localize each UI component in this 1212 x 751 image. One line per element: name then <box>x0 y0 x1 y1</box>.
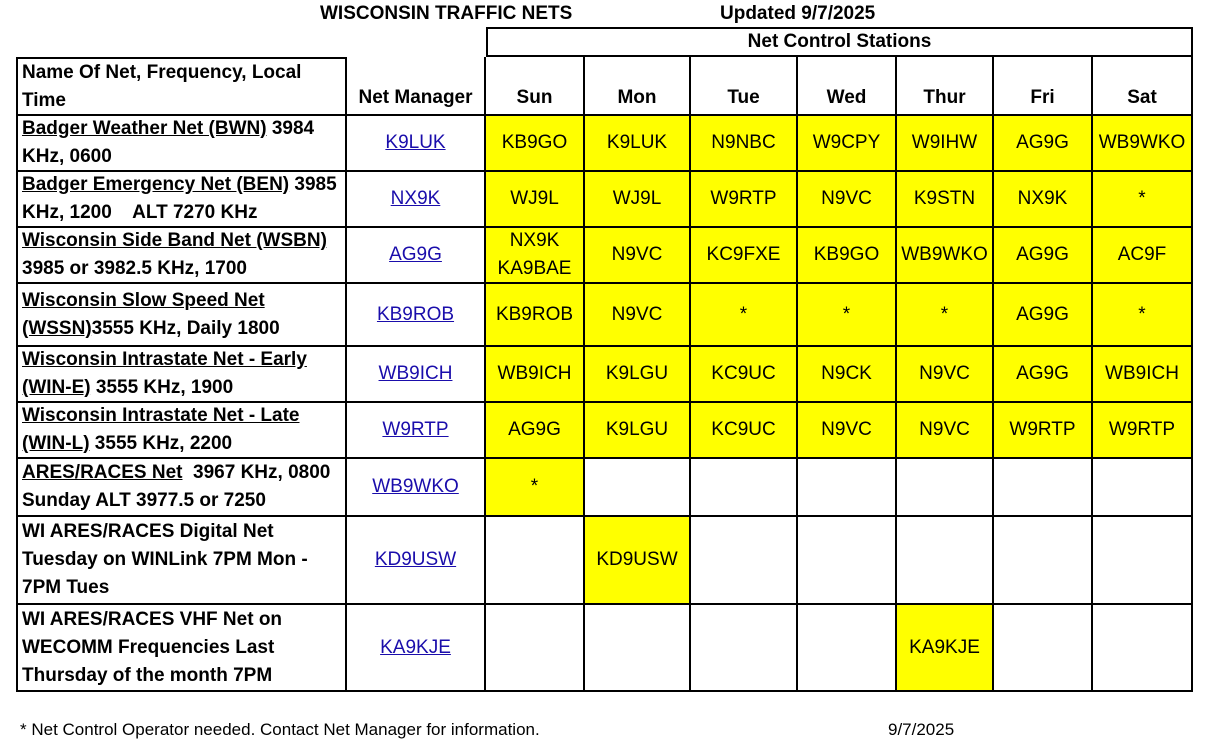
net-manager <box>347 116 486 172</box>
station-cell <box>585 605 691 692</box>
header-sat: Sat <box>1093 57 1193 116</box>
net-name: WI ARES/RACES Digital Net Tuesday on WINLink 7PM Mon - 7PM Tues <box>16 517 347 605</box>
station-cell: WB9ICH <box>1093 347 1193 403</box>
station-cell: N9VC <box>585 284 691 347</box>
station-cell: KB9ROB <box>486 284 585 347</box>
station-cell <box>897 459 994 517</box>
station-cell <box>798 605 897 692</box>
net-name: Wisconsin Side Band Net (WSBN) 3985 or 3982.5 KHz, 1700 <box>16 228 347 284</box>
station-cell: AG9G <box>994 116 1093 172</box>
header-name: Name Of Net, Frequency, Local Time <box>16 57 347 116</box>
station-cell: AG9G <box>994 347 1093 403</box>
station-cell: NX9K KA9BAE <box>486 228 585 284</box>
station-cell: AC9F <box>1093 228 1193 284</box>
net-manager-link[interactable]: WB9WKO <box>372 476 459 497</box>
station-cell: * <box>897 284 994 347</box>
station-cell: KA9KJE <box>897 605 994 692</box>
station-cell <box>1093 459 1193 517</box>
net-manager-link[interactable]: W9RTP <box>382 419 449 440</box>
station-cell: N9VC <box>585 228 691 284</box>
updated-date: Updated 9/7/2025 <box>720 3 876 24</box>
station-cell: WB9WKO <box>1093 116 1193 172</box>
net-manager-link[interactable]: K9LUK <box>385 132 446 153</box>
station-cell <box>994 605 1093 692</box>
station-cell: AG9G <box>994 284 1093 347</box>
station-cell <box>691 605 798 692</box>
net-manager <box>347 459 486 517</box>
station-cell <box>994 459 1093 517</box>
station-cell: K9STN <box>897 172 994 228</box>
footer-note: * Net Control Operator needed. Contact Net Manager for information. <box>20 720 540 739</box>
page-title: WISCONSIN TRAFFIC NETS <box>320 3 573 24</box>
net-name: Wisconsin Slow Speed Net (WSSN)3555 KHz, Daily 1800 <box>16 284 347 347</box>
station-cell: KC9UC <box>691 403 798 459</box>
net-manager <box>347 172 486 228</box>
header-sun: Sun <box>486 57 585 116</box>
station-cell: N9NBC <box>691 116 798 172</box>
station-cell: KB9GO <box>486 116 585 172</box>
net-name: ARES/RACES Net 3967 KHz, 0800 Sunday ALT 3977.5 or 7250 <box>16 459 347 517</box>
station-cell: N9CK <box>798 347 897 403</box>
net-name: Wisconsin Intrastate Net - Early (WIN-E) 3555 KHz, 1900 <box>16 347 347 403</box>
station-cell: W9IHW <box>897 116 994 172</box>
station-cell: N9VC <box>798 172 897 228</box>
header-wed: Wed <box>798 57 897 116</box>
station-cell: KB9GO <box>798 228 897 284</box>
station-cell: N9VC <box>897 347 994 403</box>
station-cell: * <box>1093 172 1193 228</box>
net-manager-link[interactable]: AG9G <box>389 244 442 265</box>
station-cell: WJ9L <box>486 172 585 228</box>
station-cell: N9VC <box>897 403 994 459</box>
station-cell: WB9ICH <box>486 347 585 403</box>
station-cell: K9LUK <box>585 116 691 172</box>
nets-table <box>16 27 1193 692</box>
net-name: Badger Weather Net (BWN) 3984 KHz, 0600 <box>16 116 347 172</box>
header-manager: Net Manager <box>347 57 486 116</box>
net-manager <box>347 228 486 284</box>
station-cell: W9RTP <box>1093 403 1193 459</box>
station-cell: WJ9L <box>585 172 691 228</box>
net-manager <box>347 605 486 692</box>
station-cell <box>486 517 585 605</box>
station-cell: WB9WKO <box>897 228 994 284</box>
station-cell: * <box>1093 284 1193 347</box>
station-cell: KC9FXE <box>691 228 798 284</box>
station-cell <box>994 517 1093 605</box>
station-cell <box>691 517 798 605</box>
header-tue: Tue <box>691 57 798 116</box>
station-cell: N9VC <box>798 403 897 459</box>
header-fri: Fri <box>994 57 1093 116</box>
station-cell: NX9K <box>994 172 1093 228</box>
net-manager <box>347 517 486 605</box>
station-cell <box>585 459 691 517</box>
station-cell: W9RTP <box>994 403 1093 459</box>
station-cell <box>1093 605 1193 692</box>
empty-corner <box>16 27 486 57</box>
station-cell: KC9UC <box>691 347 798 403</box>
net-manager <box>347 403 486 459</box>
net-name: WI ARES/RACES VHF Net on WECOMM Frequencies Last Thursday of the month 7PM <box>16 605 347 692</box>
net-manager-link[interactable]: KA9KJE <box>380 636 451 658</box>
station-cell: W9RTP <box>691 172 798 228</box>
net-manager <box>347 347 486 403</box>
station-cell: K9LGU <box>585 347 691 403</box>
net-name: Badger Emergency Net (BEN) 3985 KHz, 1200 ALT 7270 KHz <box>16 172 347 228</box>
station-cell: KD9USW <box>585 517 691 605</box>
station-cell <box>798 517 897 605</box>
station-cell: * <box>798 284 897 347</box>
station-cell <box>1093 517 1193 605</box>
footer-date: 9/7/2025 <box>888 720 955 739</box>
station-cell <box>798 459 897 517</box>
header-mon: Mon <box>585 57 691 116</box>
net-manager-link[interactable]: KB9ROB <box>376 303 455 325</box>
station-cell: AG9G <box>486 403 585 459</box>
station-cell: K9LGU <box>585 403 691 459</box>
station-cell <box>897 517 994 605</box>
station-cell <box>691 459 798 517</box>
net-control-stations-header: Net Control Stations <box>486 27 1193 57</box>
net-manager-link[interactable]: WB9ICH <box>378 363 453 384</box>
net-manager-link[interactable]: NX9K <box>390 188 441 209</box>
header-thur: Thur <box>897 57 994 116</box>
net-manager-link[interactable]: KD9USW <box>374 549 457 570</box>
station-cell: * <box>486 459 585 517</box>
station-cell: AG9G <box>994 228 1093 284</box>
station-cell <box>486 605 585 692</box>
net-name: Wisconsin Intrastate Net - Late (WIN-L) 3555 KHz, 2200 <box>16 403 347 459</box>
station-cell: * <box>691 284 798 347</box>
station-cell: W9CPY <box>798 116 897 172</box>
net-manager <box>347 284 486 347</box>
